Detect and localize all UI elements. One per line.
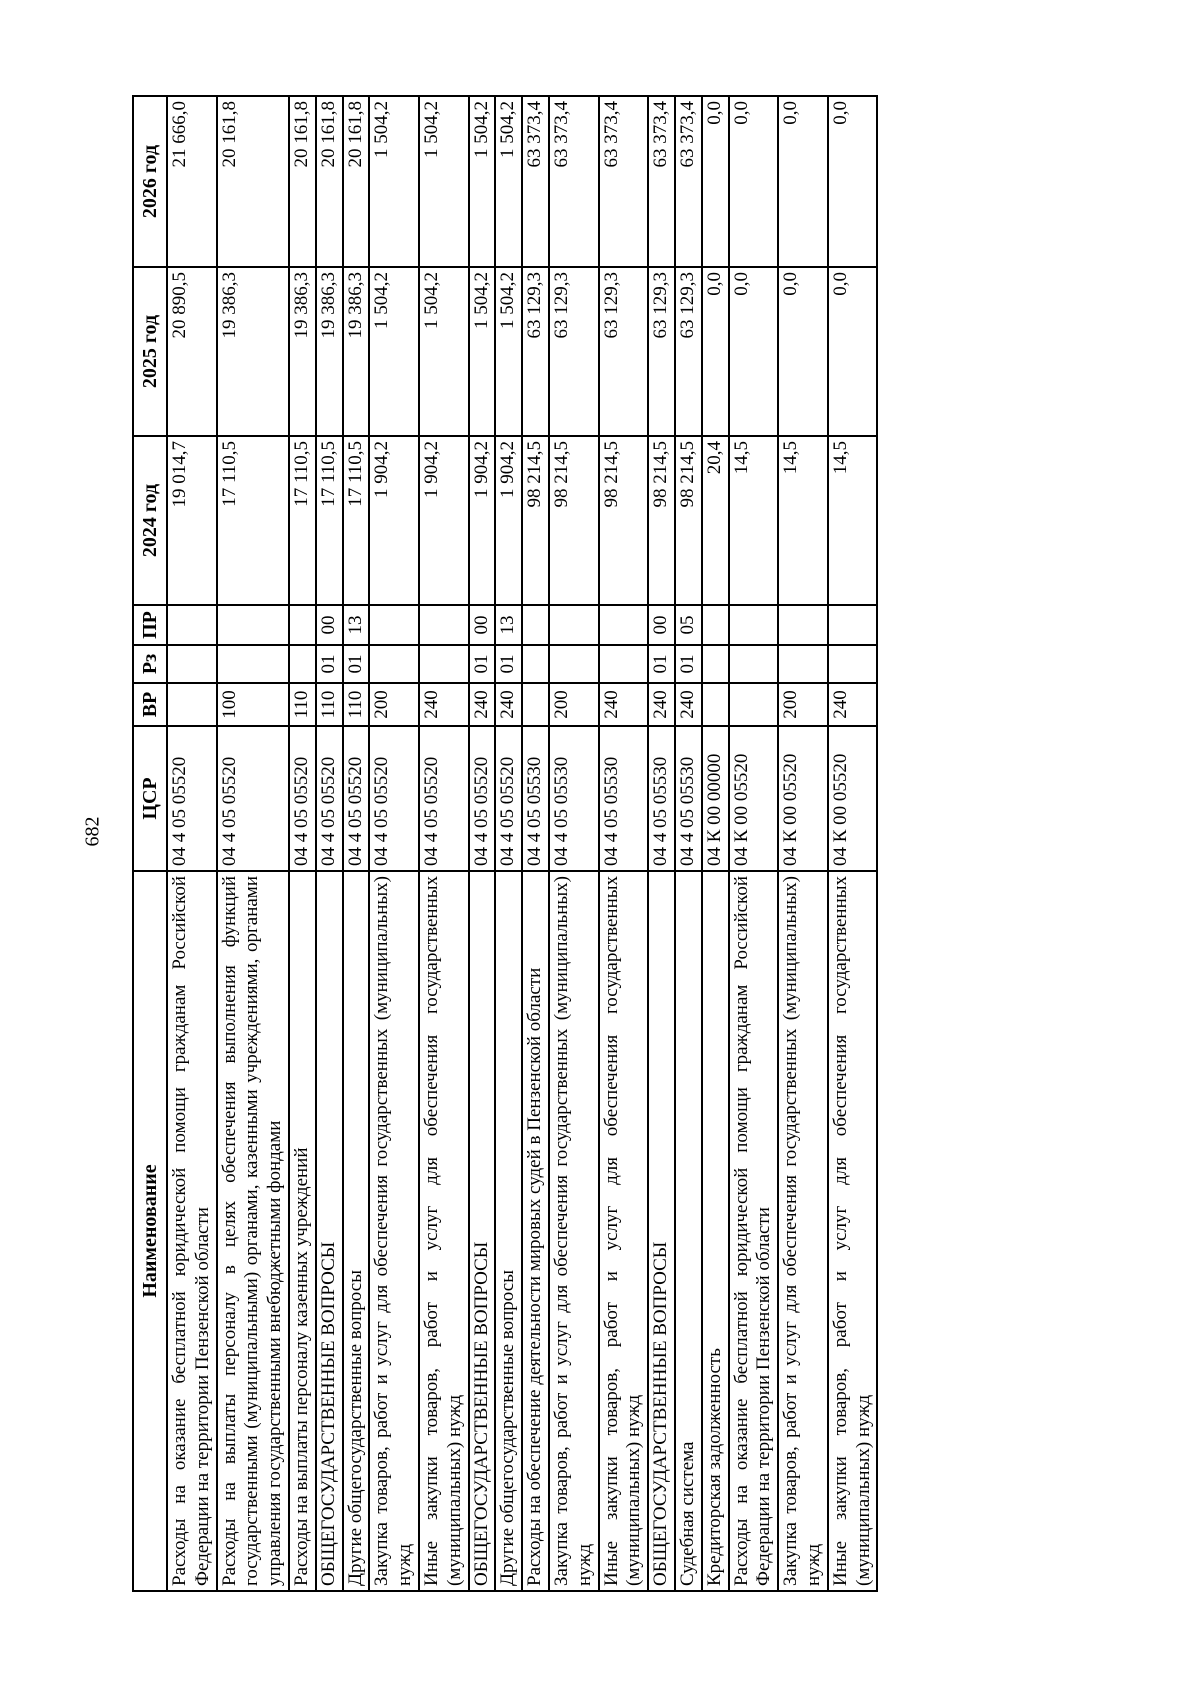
cell-rz (289, 645, 316, 683)
cell-rz: 01 (343, 645, 370, 683)
cell-vr: 240 (648, 683, 675, 726)
cell-vr: 110 (289, 683, 316, 726)
cell-2024: 17 110,5 (343, 436, 370, 605)
cell-csr: 04 4 05 05520 (316, 726, 343, 871)
cell-name: Закупка товаров, работ и услуг для обеспечения государственных (муниципальных) нужд (549, 871, 599, 1591)
cell-2026: 21 666,0 (167, 96, 217, 267)
cell-name: ОБЩЕГОСУДАРСТВЕННЫЕ ВОПРОСЫ (648, 871, 675, 1591)
cell-2024: 98 214,5 (549, 436, 599, 605)
cell-pr: 00 (648, 605, 675, 645)
cell-rz: 01 (469, 645, 496, 683)
table-row (289, 96, 316, 1591)
cell-vr: 110 (316, 683, 343, 726)
cell-2024: 1 904,2 (495, 436, 522, 605)
cell-2025: 63 129,3 (522, 267, 549, 436)
cell-pr: 13 (343, 605, 370, 645)
cell-pr (419, 605, 469, 645)
table-row (419, 96, 469, 1591)
cell-2026: 1 504,2 (469, 96, 496, 267)
cell-2026: 63 373,4 (549, 96, 599, 267)
cell-2025: 1 504,2 (469, 267, 496, 436)
cell-2025: 1 504,2 (419, 267, 469, 436)
cell-pr: 05 (675, 605, 702, 645)
cell-rz (217, 645, 289, 683)
cell-name: Расходы на оказание бесплатной юридической помощи гражданам Российской Федерации на территории Пензенской области (729, 871, 779, 1591)
cell-2024: 98 214,5 (675, 436, 702, 605)
header-2025: 2025 год (133, 267, 167, 436)
cell-pr (369, 605, 419, 645)
cell-pr (167, 605, 217, 645)
table-row (167, 96, 217, 1591)
cell-2025: 63 129,3 (549, 267, 599, 436)
cell-pr (729, 605, 779, 645)
cell-vr: 200 (549, 683, 599, 726)
cell-pr: 00 (469, 605, 496, 645)
cell-2026: 20 161,8 (343, 96, 370, 267)
header-pr: ПР (133, 605, 167, 645)
cell-rz: 01 (648, 645, 675, 683)
cell-vr: 110 (343, 683, 370, 726)
budget-table (132, 95, 878, 1592)
table-row (369, 96, 419, 1591)
cell-name: Расходы на выплаты персоналу в целях обеспечения выполнения функций государственными (муниципальными) органами, казенными учреждениями, органами управления государственными внебюджетными фондами (217, 871, 289, 1591)
cell-pr (828, 605, 878, 645)
cell-rz (702, 645, 729, 683)
cell-vr: 200 (369, 683, 419, 726)
cell-rz (729, 645, 779, 683)
cell-csr: 04 К 00 05520 (778, 726, 828, 871)
cell-2024: 17 110,5 (316, 436, 343, 605)
cell-csr: 04 4 05 05520 (343, 726, 370, 871)
cell-name: Иные закупки товаров, работ и услуг для обеспечения государственных (муниципальных) нужд (828, 871, 878, 1591)
cell-2026: 63 373,4 (675, 96, 702, 267)
cell-rz (828, 645, 878, 683)
cell-name: Иные закупки товаров, работ и услуг для обеспечения государственных (муниципальных) нужд (419, 871, 469, 1591)
table-row (778, 96, 828, 1591)
cell-2024: 14,5 (729, 436, 779, 605)
header-rz: Рз (133, 645, 167, 683)
table-header-row (133, 96, 167, 1591)
cell-vr: 100 (217, 683, 289, 726)
cell-2025: 0,0 (778, 267, 828, 436)
cell-rz (522, 645, 549, 683)
table-row (599, 96, 649, 1591)
cell-vr: 240 (599, 683, 649, 726)
cell-rz: 01 (316, 645, 343, 683)
cell-2024: 20,4 (702, 436, 729, 605)
table-row (217, 96, 289, 1591)
table-row (675, 96, 702, 1591)
cell-name: ОБЩЕГОСУДАРСТВЕННЫЕ ВОПРОСЫ (316, 871, 343, 1591)
table-row (549, 96, 599, 1591)
cell-name: Другие общегосударственные вопросы (343, 871, 370, 1591)
cell-name: Судебная система (675, 871, 702, 1591)
cell-vr: 200 (778, 683, 828, 726)
cell-vr: 240 (675, 683, 702, 726)
rotated-table-container (132, 97, 1077, 1592)
cell-vr (729, 683, 779, 726)
cell-2024: 17 110,5 (289, 436, 316, 605)
cell-2025: 19 386,3 (289, 267, 316, 436)
cell-2025: 63 129,3 (599, 267, 649, 436)
cell-rz (167, 645, 217, 683)
cell-name: Расходы на оказание бесплатной юридической помощи гражданам Российской Федерации на территории Пензенской области (167, 871, 217, 1591)
cell-csr: 04 4 05 05530 (522, 726, 549, 871)
cell-rz (369, 645, 419, 683)
table-row (469, 96, 496, 1591)
cell-name: Закупка товаров, работ и услуг для обеспечения государственных (муниципальных) нужд (778, 871, 828, 1591)
cell-2025: 20 890,5 (167, 267, 217, 436)
cell-2024: 1 904,2 (469, 436, 496, 605)
table-row (316, 96, 343, 1591)
cell-2024: 17 110,5 (217, 436, 289, 605)
table-row (828, 96, 878, 1591)
cell-rz: 01 (675, 645, 702, 683)
cell-2026: 63 373,4 (648, 96, 675, 267)
header-name: Наименование (133, 871, 167, 1591)
cell-pr (289, 605, 316, 645)
cell-vr: 240 (469, 683, 496, 726)
header-vr: ВР (133, 683, 167, 726)
cell-vr (702, 683, 729, 726)
cell-2024: 98 214,5 (648, 436, 675, 605)
cell-2025: 63 129,3 (648, 267, 675, 436)
table-row (702, 96, 729, 1591)
cell-2026: 0,0 (778, 96, 828, 267)
cell-vr: 240 (419, 683, 469, 726)
cell-pr (522, 605, 549, 645)
cell-rz (419, 645, 469, 683)
cell-name: Расходы на обеспечение деятельности мировых судей в Пензенской области (522, 871, 549, 1591)
cell-name: Расходы на выплаты персоналу казенных учреждений (289, 871, 316, 1591)
cell-pr: 00 (316, 605, 343, 645)
cell-2024: 98 214,5 (522, 436, 549, 605)
cell-rz: 01 (495, 645, 522, 683)
cell-csr: 04 4 05 05530 (549, 726, 599, 871)
cell-vr: 240 (495, 683, 522, 726)
cell-rz (778, 645, 828, 683)
header-2024: 2024 год (133, 436, 167, 605)
cell-2026: 1 504,2 (495, 96, 522, 267)
table-body (167, 96, 877, 1591)
cell-vr (167, 683, 217, 726)
cell-2024: 14,5 (778, 436, 828, 605)
cell-2025: 19 386,3 (316, 267, 343, 436)
cell-rz (549, 645, 599, 683)
cell-2025: 1 504,2 (495, 267, 522, 436)
cell-csr: 04 К 00 05520 (729, 726, 779, 871)
cell-2026: 1 504,2 (419, 96, 469, 267)
cell-2026: 20 161,8 (217, 96, 289, 267)
header-2026: 2026 год (133, 96, 167, 267)
cell-2025: 0,0 (729, 267, 779, 436)
table-row (343, 96, 370, 1591)
table-row (648, 96, 675, 1591)
page-number: 682 (81, 816, 104, 847)
table-row (495, 96, 522, 1591)
cell-name: Закупка товаров, работ и услуг для обеспечения государственных (муниципальных) нужд (369, 871, 419, 1591)
cell-name: ОБЩЕГОСУДАРСТВЕННЫЕ ВОПРОСЫ (469, 871, 496, 1591)
cell-2025: 19 386,3 (343, 267, 370, 436)
cell-2026: 0,0 (702, 96, 729, 267)
cell-2026: 63 373,4 (599, 96, 649, 267)
cell-2025: 0,0 (702, 267, 729, 436)
table-row (729, 96, 779, 1591)
cell-2026: 20 161,8 (316, 96, 343, 267)
cell-csr: 04 К 00 00000 (702, 726, 729, 871)
cell-name: Иные закупки товаров, работ и услуг для обеспечения государственных (муниципальных) нужд (599, 871, 649, 1591)
header-csr: ЦСР (133, 726, 167, 871)
cell-pr (217, 605, 289, 645)
cell-csr: 04 К 00 05520 (828, 726, 878, 871)
cell-name: Кредиторская задолженность (702, 871, 729, 1591)
cell-pr (549, 605, 599, 645)
cell-2026: 20 161,8 (289, 96, 316, 267)
cell-csr: 04 4 05 05520 (469, 726, 496, 871)
cell-2025: 19 386,3 (217, 267, 289, 436)
cell-2024: 1 904,2 (369, 436, 419, 605)
cell-2024: 98 214,5 (599, 436, 649, 605)
cell-csr: 04 4 05 05520 (217, 726, 289, 871)
cell-name: Другие общегосударственные вопросы (495, 871, 522, 1591)
cell-2024: 1 904,2 (419, 436, 469, 605)
cell-2026: 0,0 (828, 96, 878, 267)
cell-2024: 19 014,7 (167, 436, 217, 605)
cell-csr: 04 4 05 05520 (167, 726, 217, 871)
cell-pr: 13 (495, 605, 522, 645)
cell-csr: 04 4 05 05520 (495, 726, 522, 871)
cell-csr: 04 4 05 05520 (289, 726, 316, 871)
cell-2025: 63 129,3 (675, 267, 702, 436)
cell-rz (599, 645, 649, 683)
cell-2025: 0,0 (828, 267, 878, 436)
cell-pr (599, 605, 649, 645)
cell-csr: 04 4 05 05530 (599, 726, 649, 871)
cell-vr: 240 (828, 683, 878, 726)
cell-csr: 04 4 05 05530 (648, 726, 675, 871)
cell-csr: 04 4 05 05520 (419, 726, 469, 871)
cell-vr (522, 683, 549, 726)
cell-2026: 1 504,2 (369, 96, 419, 267)
cell-2026: 63 373,4 (522, 96, 549, 267)
cell-pr (702, 605, 729, 645)
cell-csr: 04 4 05 05520 (369, 726, 419, 871)
cell-2025: 1 504,2 (369, 267, 419, 436)
cell-2024: 14,5 (828, 436, 878, 605)
cell-csr: 04 4 05 05530 (675, 726, 702, 871)
cell-pr (778, 605, 828, 645)
cell-2026: 0,0 (729, 96, 779, 267)
table-row (522, 96, 549, 1591)
